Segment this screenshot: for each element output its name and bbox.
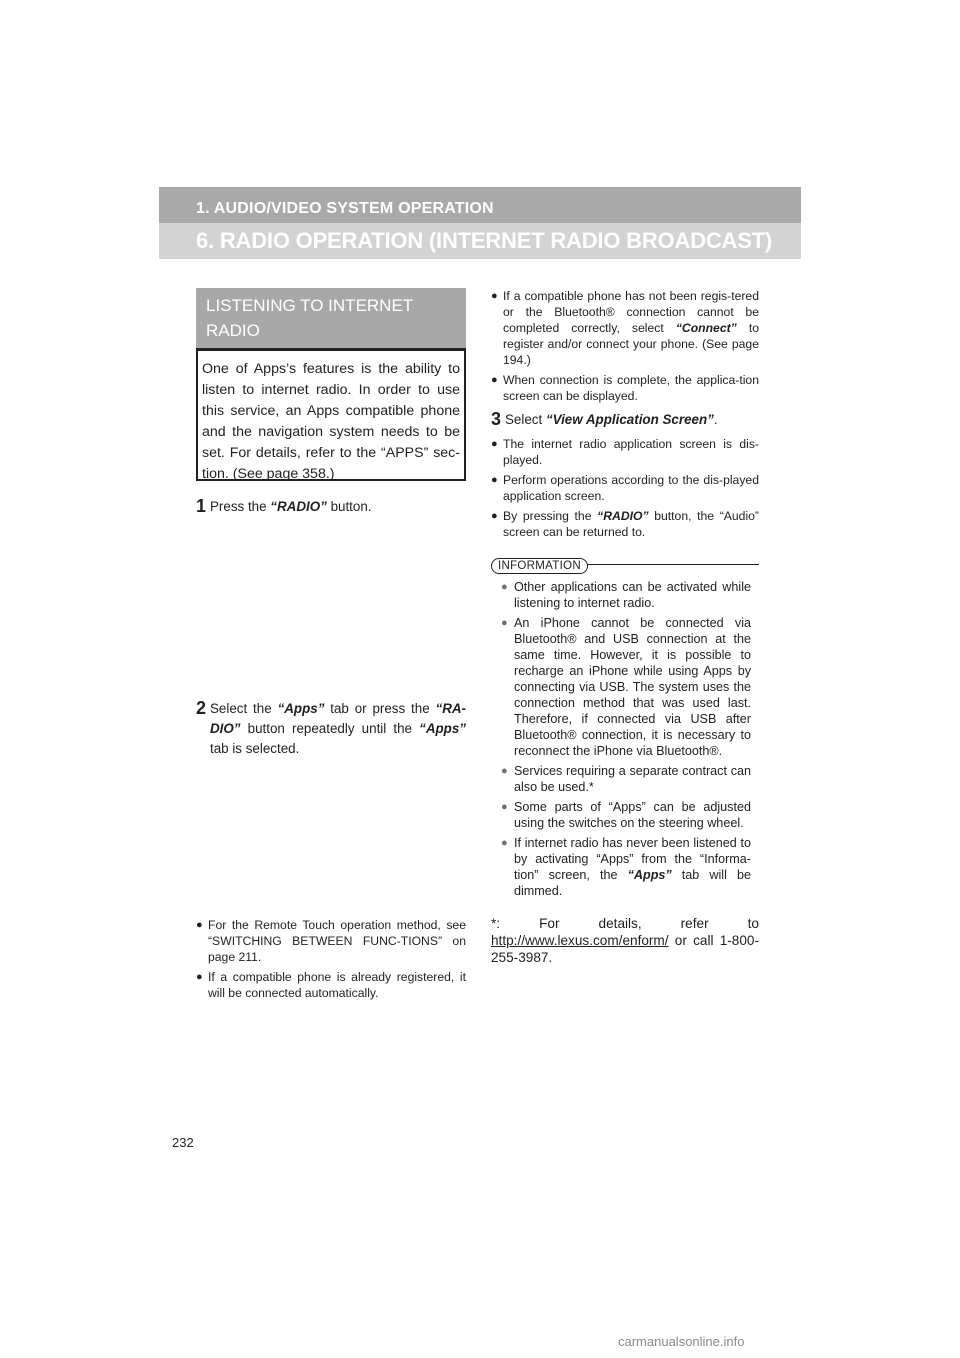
bullet-text	[503, 508, 759, 540]
step-text-part: .	[713, 412, 718, 427]
bullet-item	[491, 472, 759, 504]
left-column	[196, 288, 466, 1005]
bullet-marker-icon: ●	[491, 374, 498, 386]
information-box	[491, 556, 759, 899]
footnote-text: *: For details, refer to	[491, 916, 759, 931]
bullet-marker-icon: ●	[501, 801, 508, 813]
right-column	[491, 288, 759, 966]
bullet-text-part: By pressing the	[503, 509, 598, 523]
info-text-part: tab will be dimmed.	[514, 868, 751, 898]
step-text	[505, 410, 718, 430]
step-3	[491, 410, 759, 430]
step-text-part: button.	[326, 499, 372, 514]
info-text-part: If internet radio has never been listened to by activating “Apps” from the “Informa-tion” screen, the	[514, 836, 751, 882]
info-item	[501, 763, 751, 795]
bullet-marker-icon: ●	[501, 581, 508, 593]
topic-heading: LISTENING TO INTERNET RADIO	[196, 288, 466, 351]
step-text-part: button repeatedly until the	[240, 721, 420, 736]
radio-button-ref: “RADIO”	[270, 499, 327, 514]
bullet-item	[491, 288, 759, 368]
bullet-text: If a compatible phone is already registered, it will be connected automatically.	[208, 970, 466, 1000]
footnote	[491, 915, 759, 966]
info-text: Other applications can be activated while listening to internet radio.	[514, 580, 751, 610]
bullet-text-part: If a compatible phone has not been regis-tered or the Bluetooth® connection cannot be completed correctly, select	[503, 289, 759, 335]
apps-tab-ref: “Apps”	[419, 721, 466, 736]
info-item	[501, 615, 751, 759]
step-number: 1	[196, 496, 207, 516]
bullet-text: Perform operations according to the dis-played application screen.	[503, 473, 759, 503]
info-text: Services requiring a separate contract can also be used.*	[514, 764, 751, 794]
step-text-part: Press the	[210, 499, 271, 514]
bullet-marker-icon: ●	[491, 510, 498, 522]
bullet-text-part: to register and/or connect your phone. (See page 194.)	[503, 321, 759, 367]
info-item	[501, 799, 751, 831]
footnote-text: or call 1-800-255-3987.	[491, 933, 759, 965]
lexus-enform-link[interactable]: http://www.lexus.com/enform/	[491, 933, 669, 948]
step-text-part: Select the	[210, 701, 278, 716]
apps-tab-ref: “Apps”	[277, 701, 325, 716]
info-text: An iPhone cannot be connected via Bluetooth® and USB connection at the same time. However, it is possible to recharge an iPhone while using Apps by connecting via USB. The system uses the connection method that was used last. Therefore, if connected via USB after Bluetooth® connection, it is necessary to reconnect the iPhone via Bluetooth®.	[514, 616, 751, 758]
section-label: 1. AUDIO/VIDEO SYSTEM OPERATION	[196, 200, 494, 217]
step-text	[210, 497, 372, 517]
info-item	[501, 579, 751, 611]
step-number: 2	[196, 698, 207, 718]
step-number: 3	[491, 409, 502, 429]
step-1	[196, 497, 466, 517]
radio-button-ref: “RADIO”	[597, 509, 649, 523]
page-number: 232	[172, 1135, 194, 1150]
step-text	[210, 699, 466, 759]
view-application-screen-ref: “View Application Screen”	[545, 412, 714, 427]
step-text-part: Select	[505, 412, 546, 427]
bullet-marker-icon: ●	[501, 765, 508, 777]
info-text	[514, 835, 751, 899]
bullet-item	[491, 436, 759, 468]
info-item	[501, 835, 751, 899]
bullet-text: For the Remote Touch operation method, see “SWITCHING BETWEEN FUNC-TIONS” on page 211.	[208, 918, 466, 964]
apps-tab-ref: “Apps”	[627, 868, 672, 882]
bullet-text	[503, 288, 759, 368]
topic-intro: One of Apps’s features is the ability to listen to internet radio. In order to use this service, an Apps compatible phone and the navigation system needs to be set. For details, refer to the “APPS” sec-tion. (See page 358.)	[196, 351, 466, 481]
bullet-text: The internet radio application screen is dis-played.	[503, 437, 759, 467]
bullet-marker-icon: ●	[501, 837, 508, 849]
bullet-text-part: button, the “Audio” screen can be returned to.	[503, 509, 759, 539]
watermark: carmanualsonline.info	[618, 1334, 745, 1349]
bullet-marker-icon: ●	[491, 438, 498, 450]
right-bullets	[491, 436, 759, 540]
left-bullets	[196, 917, 466, 1001]
bullet-item	[196, 969, 466, 1001]
info-text: Some parts of “Apps” can be adjusted using the switches on the steering wheel.	[514, 800, 751, 830]
bullet-text: When connection is complete, the applica-tion screen can be displayed.	[503, 373, 759, 403]
bullet-item	[491, 372, 759, 404]
bullet-marker-icon: ●	[196, 971, 203, 983]
step-text-part: tab is selected.	[210, 741, 300, 756]
bullet-marker-icon: ●	[501, 617, 508, 629]
bullet-marker-icon: ●	[491, 474, 498, 486]
step-text-part: tab or press the	[324, 701, 436, 716]
bullet-item	[196, 917, 466, 965]
information-label: INFORMATION	[491, 558, 588, 574]
bullet-item	[491, 508, 759, 540]
connect-button-ref: “Connect”	[675, 321, 737, 335]
bullet-marker-icon: ●	[491, 290, 498, 302]
bullet-marker-icon: ●	[196, 919, 203, 931]
chapter-title: 6. RADIO OPERATION (INTERNET RADIO BROADCAST)	[196, 228, 773, 253]
information-list	[491, 579, 759, 899]
radio-button-ref: “RA-DIO”	[210, 701, 467, 736]
step-2	[196, 699, 466, 759]
